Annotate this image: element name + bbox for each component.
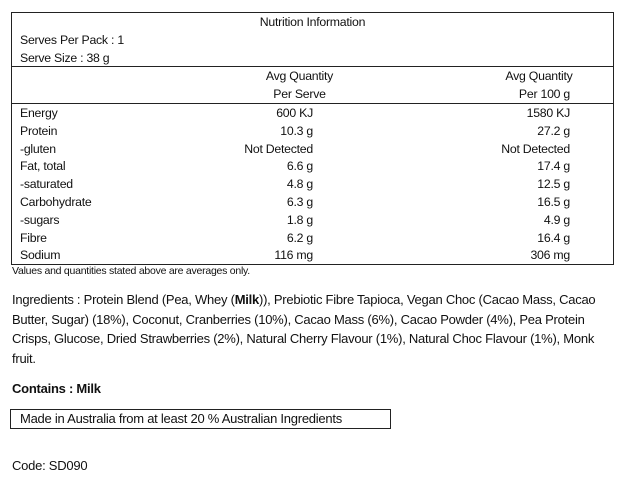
table-row xyxy=(12,211,613,229)
per-100g-value: 17.4 g xyxy=(537,159,570,174)
allergen-milk: Milk xyxy=(234,292,259,307)
nutrient-label: -sugars xyxy=(20,212,60,227)
per-100g-value: Not Detected xyxy=(501,141,570,156)
table-row xyxy=(12,122,613,140)
ingredients-text: Ingredients : Protein Blend (Pea, Whey ( xyxy=(12,292,235,307)
per-serve-value: Not Detected xyxy=(244,141,313,156)
serves-per-pack: Serves Per Pack : 1 xyxy=(20,33,124,47)
per-serve-value: 116 mg xyxy=(274,248,313,263)
per-serve-value: 6.3 g xyxy=(286,195,313,209)
nutrient-label: Energy xyxy=(20,106,58,120)
nutrient-label: -gluten xyxy=(20,141,56,156)
nutrient-label: Protein xyxy=(20,123,58,138)
table-row xyxy=(12,229,613,247)
table-row xyxy=(12,193,613,211)
per-serve-value: 4.8 g xyxy=(286,177,313,192)
ingredients xyxy=(12,290,617,368)
col-per-serve-header-2: Per Serve xyxy=(273,87,326,101)
per-serve-value: 1.8 g xyxy=(286,212,313,227)
table-row xyxy=(12,246,613,264)
nutrient-label: -saturated xyxy=(20,177,73,192)
per-100g-value: 16.5 g xyxy=(537,195,570,209)
per-100g-value: 16.4 g xyxy=(537,230,570,245)
per-100g-value: 1580 KJ xyxy=(526,106,570,120)
table-title: Nutrition Information xyxy=(259,15,366,29)
per-100g-value: 306 mg xyxy=(530,248,570,263)
ingredients-text-rest: )), Prebiotic Fibre Tapioca, Vegan Choc (Cacao Mass, Cacao Butter, Sugar) (18%), Coconut, Cranberries (10%), Cacao Mass (6%), Cacao Powder (4%), Pea Protein Crisps, Glucose, Dried Strawberries (2%), Natural Cherry Flavour (1%), Natural Choc Flavour (1%), Monk fruit. xyxy=(12,292,596,366)
per-serve-value: 6.6 g xyxy=(286,159,313,174)
serve-size: Serve Size : 38 g xyxy=(20,51,110,65)
per-100g-value: 4.9 g xyxy=(543,212,570,227)
nutrient-label: Sodium xyxy=(20,248,61,263)
per-serve-value: 600 KJ xyxy=(276,106,313,120)
country-of-origin-label: Made in Australia from at least 20 % Australian Ingredients xyxy=(10,409,391,429)
product-code: Code: SD090 xyxy=(12,458,88,473)
table-row xyxy=(12,157,613,175)
nutrition-table xyxy=(11,12,614,265)
col-per-serve-header-1: Avg Quantity xyxy=(265,69,334,83)
averages-note: Values and quantities stated above are averages only. xyxy=(12,265,250,277)
table-row xyxy=(12,175,613,193)
per-100g-value: 27.2 g xyxy=(537,123,570,138)
table-row xyxy=(12,104,613,122)
per-serve-value: 6.2 g xyxy=(286,230,313,245)
per-serve-value: 10.3 g xyxy=(280,123,313,138)
contains-allergens: Contains : Milk xyxy=(12,381,101,396)
per-100g-value: 12.5 g xyxy=(537,177,570,192)
nutrient-label: Fat, total xyxy=(20,159,66,174)
col-per-100g-header-2: Per 100 g xyxy=(518,87,570,101)
col-per-100g-header-1: Avg Quantity xyxy=(505,69,573,83)
nutrient-label: Fibre xyxy=(20,230,47,245)
table-row xyxy=(12,140,613,158)
nutrient-label: Carbohydrate xyxy=(20,195,92,209)
